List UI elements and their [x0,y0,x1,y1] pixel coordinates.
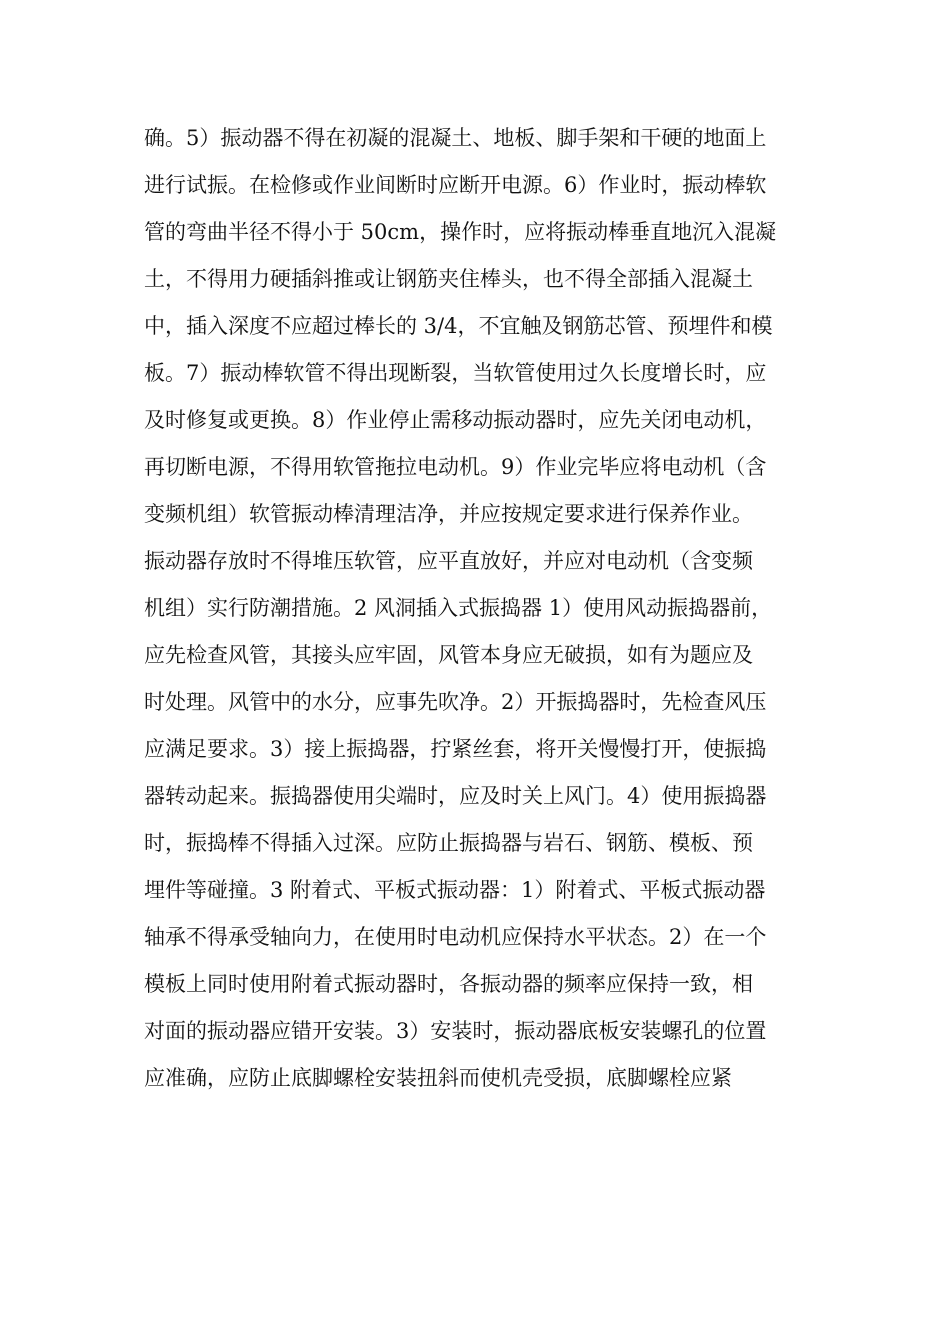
text-line: 对面的振动器应错开安装。3）安装时，振动器底板安装螺孔的位置 [144,1019,767,1043]
text-line: 振动器存放时不得堆压软管，应平直放好，并应对电动机（含变频 [144,549,753,573]
text-line: 应准确，应防止底脚螺栓安装扭斜而使机壳受损，底脚螺栓应紧 [144,1066,732,1090]
body-text [144,115,814,1102]
text-line: 器转动起来。振捣器使用尖端时，应及时关上风门。4）使用振捣器 [144,784,767,808]
text-line: 板。7）振动棒软管不得出现断裂，当软管使用过久长度增长时，应 [144,361,767,385]
text-line: 机组）实行防潮措施。2 风洞插入式振捣器 1）使用风动振捣器前， [144,596,773,620]
text-line: 中，插入深度不应超过棒长的 3/4，不宜触及钢筋芯管、预埋件和模 [144,314,773,338]
text-line: 时处理。风管中的水分，应事先吹净。2）开振捣器时，先检查风压 [144,690,767,714]
text-line: 再切断电源，不得用软管拖拉电动机。9）作业完毕应将电动机（含 [144,455,767,479]
text-line: 确。5）振动器不得在初凝的混凝土、地板、脚手架和干硬的地面上 [144,126,767,150]
text-line: 土，不得用力硬插斜推或让钢筋夹住棒头，也不得全部插入混凝土 [144,267,753,291]
text-line: 埋件等碰撞。3 附着式、平板式振动器：1）附着式、平板式振动器 [144,878,766,902]
text-line: 应先检查风管，其接头应牢固，风管本身应无破损，如有为题应及 [144,643,753,667]
text-line: 模板上同时使用附着式振动器时，各振动器的频率应保持一致，相 [144,972,753,996]
text-line: 变频机组）软管振动棒清理洁净，并应按规定要求进行保养作业。 [144,502,753,526]
text-line: 及时修复或更换。8）作业停止需移动振动器时，应先关闭电动机， [144,408,767,432]
text-line: 轴承不得承受轴向力，在使用时电动机应保持水平状态。2）在一个 [144,925,767,949]
text-line: 应满足要求。3）接上振捣器，拧紧丝套，将开关慢慢打开，使振捣 [144,737,767,761]
text-line: 管的弯曲半径不得小于 50cm，操作时，应将振动棒垂直地沉入混凝 [144,220,777,244]
text-line: 进行试振。在检修或作业间断时应断开电源。6）作业时，振动棒软 [144,173,767,197]
text-line: 时，振捣棒不得插入过深。应防止振捣器与岩石、钢筋、模板、预 [144,831,753,855]
